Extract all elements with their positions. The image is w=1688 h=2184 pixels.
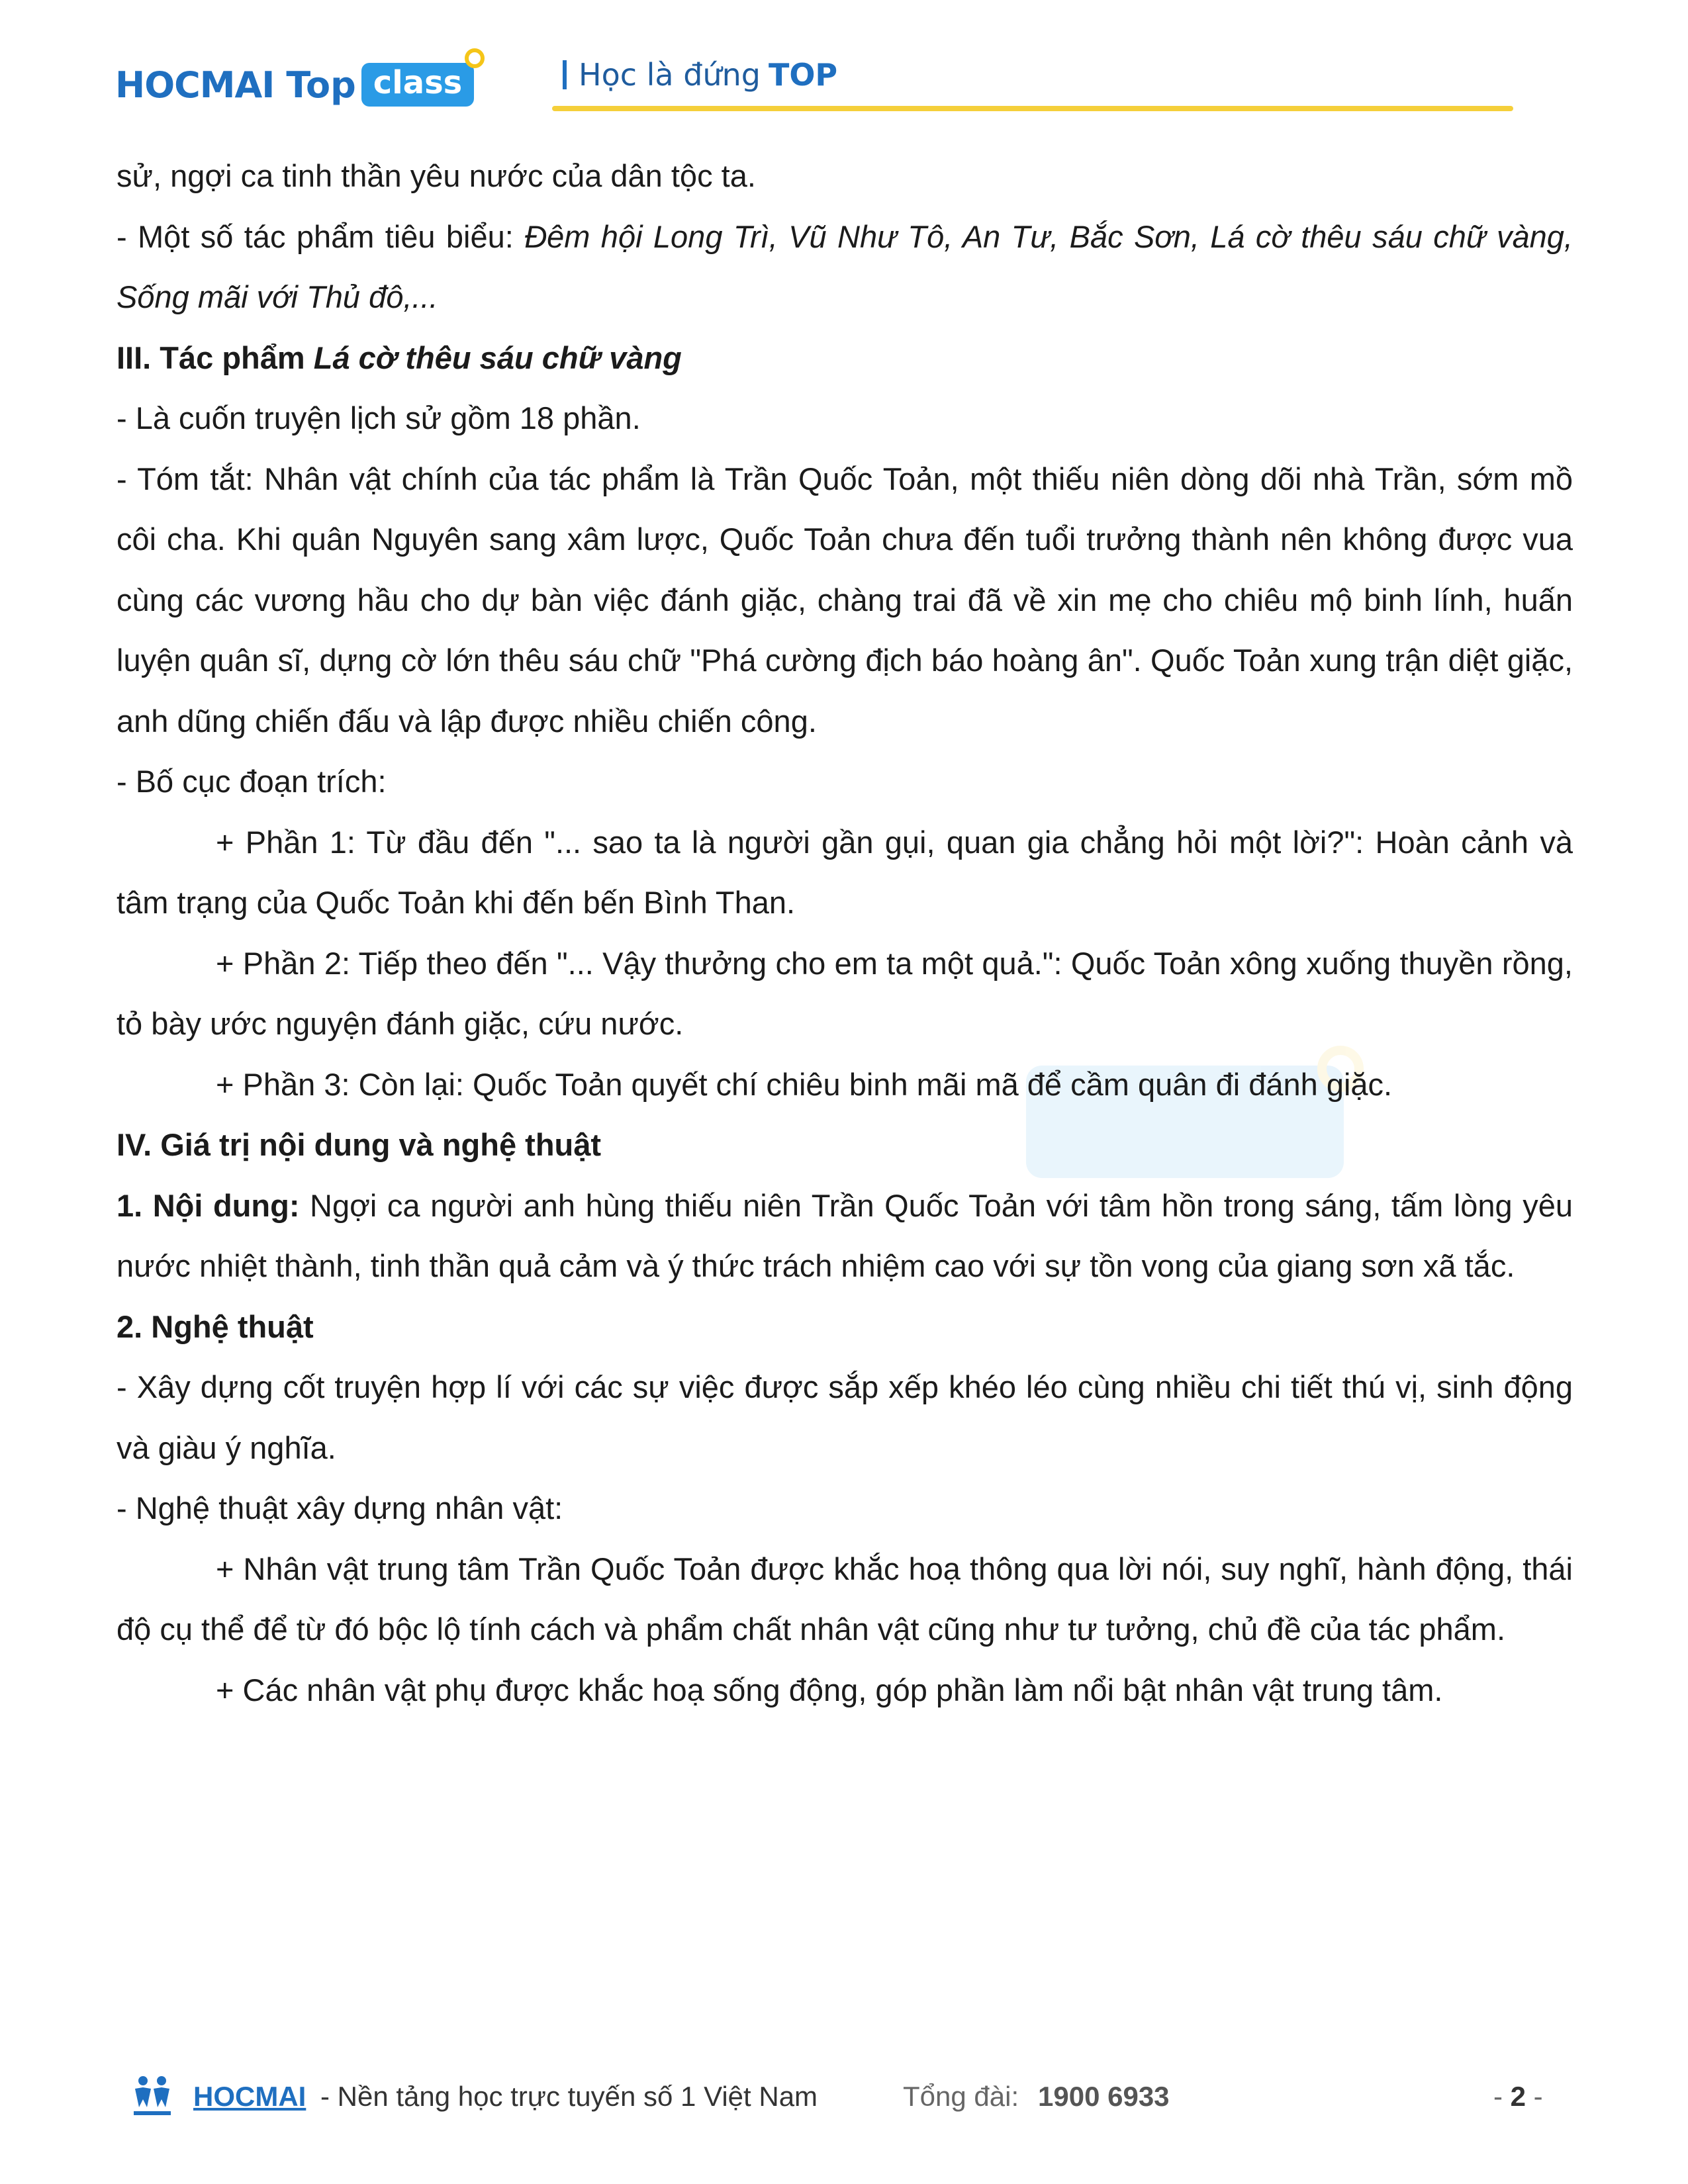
paragraph: - Xây dựng cốt truyện hợp lí với các sự việc được sắp xếp khéo léo cùng nhiều chi tiết thú vị, sinh động và giàu ý nghĩa. bbox=[117, 1369, 1573, 1465]
hocmai-topclass-logo bbox=[115, 58, 474, 111]
footer-hotline-number: 1900 6933 bbox=[1038, 2081, 1170, 2112]
footer-hotline-label: Tổng đài: bbox=[903, 2081, 1019, 2112]
page-number-value: 2 bbox=[1510, 2081, 1526, 2112]
paragraph: - Nghệ thuật xây dựng nhân vật: bbox=[117, 1490, 563, 1525]
page-footer bbox=[130, 2073, 1546, 2126]
page-number: - 2 - bbox=[1493, 2081, 1543, 2112]
section-heading-iv: IV. Giá trị nội dung và nghệ thuật bbox=[117, 1127, 602, 1162]
paragraph: - Là cuốn truyện lịch sử gồm 18 phần. bbox=[117, 400, 641, 435]
page-header bbox=[113, 44, 1509, 116]
content-text: Ngợi ca người anh hùng thiếu niên Trần Quốc Toản với tâm hồn trong sáng, tấm lòng yêu nước nhiệt thành, tinh thần quả cảm và ý thức trách nhiệm cao với sự tồn vong của giang sơn xã tắc. bbox=[117, 1187, 1573, 1283]
character-main: + Nhân vật trung tâm Trần Quốc Toản được khắc hoạ thông qua lời nói, suy nghĩ, hành động, thái độ cụ thể để từ đó bộc lộ tính cách và phẩm chất nhân vật cũng như tư tưởng, chủ đề của tác phẩm. bbox=[117, 1551, 1573, 1647]
section-heading-iii bbox=[117, 328, 1573, 388]
slogan-top: TOP bbox=[768, 57, 838, 93]
logo-top-text: Top bbox=[286, 64, 356, 106]
works-list: Đêm hội Long Trì, Vũ Như Tô, An Tư, Bắc Sơn, Lá cờ thêu sáu chữ vàng, Sống mãi với Thủ đô,... bbox=[117, 218, 1573, 314]
logo-hocmai-text: HOCMAI bbox=[115, 64, 275, 106]
slogan-divider bbox=[563, 60, 567, 89]
paragraph-content-value bbox=[117, 1175, 1573, 1297]
footer-description: - Nền tảng học trực tuyến số 1 Việt Nam bbox=[320, 2081, 818, 2112]
logo-class-text: class bbox=[373, 64, 463, 101]
logo-class-badge bbox=[361, 63, 474, 107]
header-slogan bbox=[563, 57, 837, 93]
structure-part-1: + Phần 1: Từ đầu đến "... sao ta là người gần gụi, quan gia chẳng hỏi một lời?": Hoàn cảnh và tâm trạng của Quốc Toản khi đến bến Bình Than. bbox=[117, 824, 1573, 920]
paragraph-works bbox=[117, 206, 1573, 328]
heading-work-title: Lá cờ thêu sáu chữ vàng bbox=[313, 340, 682, 375]
structure-part-2: + Phần 2: Tiếp theo đến "... Vậy thưởng cho em ta một quả.": Quốc Toản xông xuống thuyền rồng, tỏ bày ước nguyện đánh giặc, cứu nước. bbox=[117, 945, 1573, 1041]
heading-prefix: III. Tác phẩm bbox=[117, 340, 314, 375]
subheading-art: 2. Nghệ thuật bbox=[117, 1308, 314, 1344]
paragraph: - Bố cục đoạn trích: bbox=[117, 764, 387, 799]
document-body bbox=[117, 146, 1573, 1720]
works-label: - Một số tác phẩm tiêu biểu: bbox=[117, 218, 525, 254]
star-icon bbox=[465, 48, 485, 68]
character-secondary: + Các nhân vật phụ được khắc hoạ sống động, góp phần làm nổi bật nhân vật trung tâm. bbox=[216, 1672, 1443, 1707]
structure-part-3: + Phần 3: Còn lại: Quốc Toản quyết chí chiêu binh mãi mã để cầm quân đi đánh giặc. bbox=[216, 1066, 1393, 1102]
paragraph: sử, ngợi ca tinh thần yêu nước của dân tộc ta. bbox=[117, 158, 756, 193]
paragraph-summary: - Tóm tắt: Nhân vật chính của tác phẩm là Trần Quốc Toản, một thiếu niên dòng dõi nhà Trần, sớm mồ côi cha. Khi quân Nguyên sang xâm lược, Quốc Toản chưa đến tuổi trưởng thành nên không được vua cùng các vương hầu cho dự bàn việc đánh giặc, chàng trai đã về xin mẹ cho chiêu mộ binh lính, huấn luyện quân sĩ, dựng cờ lớn thêu sáu chữ "Phá cường địch báo hoàng ân". Quốc Toản xung trận diệt giặc, anh dũng chiến đấu và lập được nhiều chiến công. bbox=[117, 461, 1573, 739]
header-underline bbox=[552, 106, 1513, 111]
slogan-text: Học là đứng bbox=[579, 57, 761, 93]
content-label: 1. Nội dung: bbox=[117, 1187, 300, 1223]
footer-brand-link[interactable]: HOCMAI bbox=[193, 2081, 306, 2112]
hocmai-people-icon bbox=[130, 2073, 176, 2119]
